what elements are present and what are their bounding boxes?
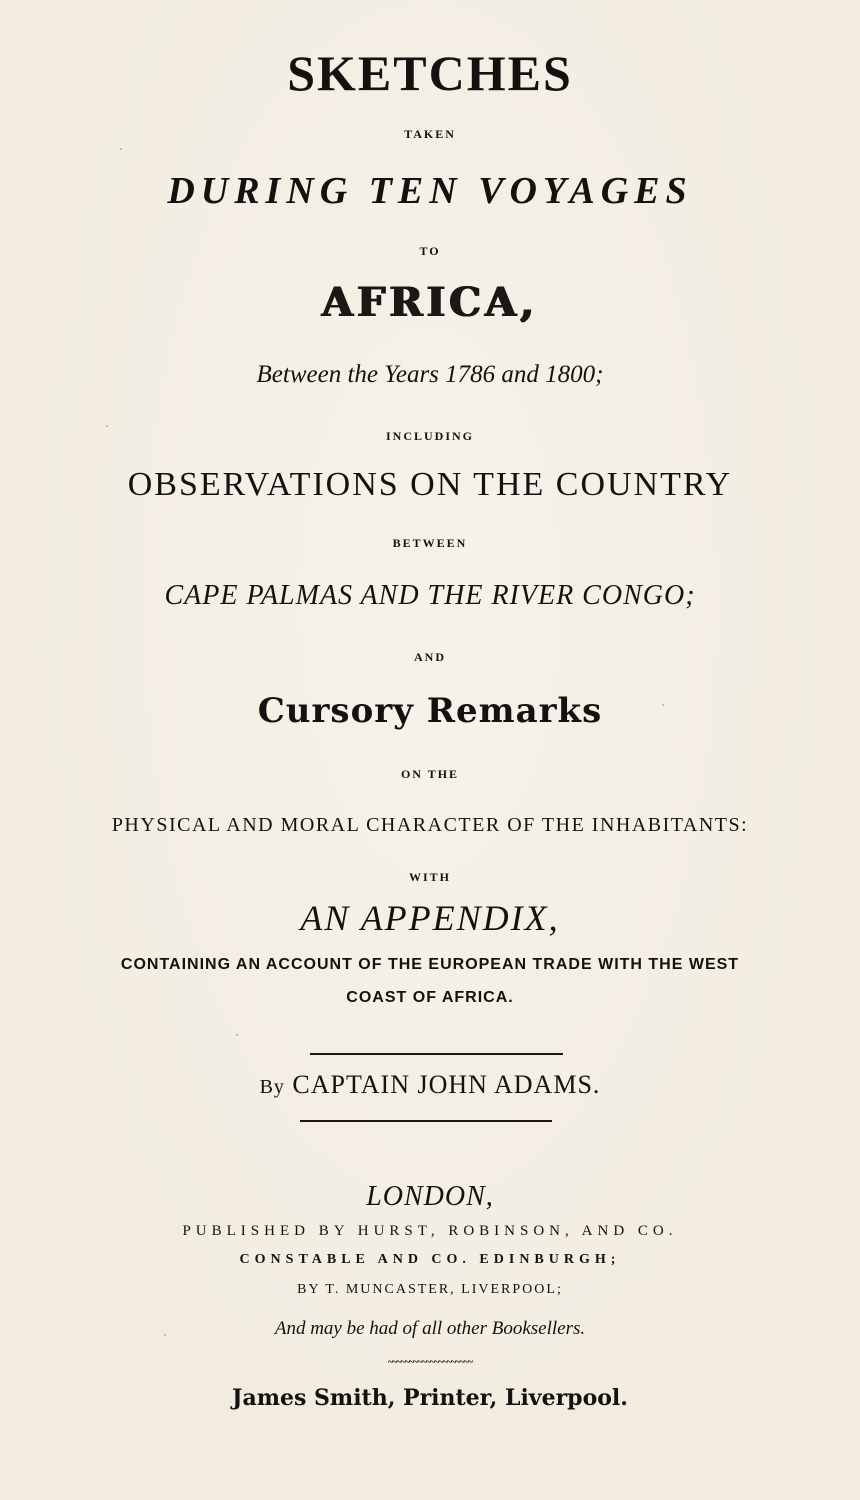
ornamental-divider: ~~~~~~~~~~~~~~~~~~~~: [387, 1357, 472, 1368]
including-label: INCLUDING: [385, 429, 474, 443]
paper-speck: [662, 704, 664, 706]
taken-label: TAKEN: [404, 127, 456, 141]
africa-heading: AFRICA,: [321, 279, 539, 326]
containing-line-2: COAST OF AFRICA.: [346, 989, 514, 1006]
book-title: SKETCHES: [287, 45, 573, 101]
paper-speck: [164, 1334, 166, 1336]
divider-rule-top: [310, 1053, 563, 1055]
to-label: TO: [419, 244, 441, 258]
imprint-muncaster: BY T. MUNCASTER, LIVERPOOL;: [297, 1282, 563, 1297]
with-label: WITH: [408, 870, 451, 884]
imprint-constable: CONSTABLE AND CO. EDINBURGH;: [239, 1252, 621, 1267]
observations-heading: OBSERVATIONS ON THE COUNTRY: [127, 466, 733, 503]
and-label: AND: [414, 650, 446, 664]
imprint-city: LONDON,: [366, 1181, 494, 1212]
containing-line-1: CONTAINING AN ACCOUNT OF THE EUROPEAN TRADE WITH THE WEST: [120, 956, 740, 973]
paper-speck: [236, 1034, 238, 1036]
imprint-publisher: PUBLISHED BY HURST, ROBINSON, AND CO.: [182, 1223, 678, 1239]
cursory-remarks-heading: Cursory Remarks: [257, 691, 603, 731]
author-name: CAPTAIN JOHN ADAMS.: [292, 1070, 601, 1099]
years-line: Between the Years 1786 and 1800;: [256, 361, 604, 388]
between-label: BETWEEN: [392, 536, 468, 550]
imprint-printer: James Smith, Printer, Liverpool.: [232, 1385, 628, 1411]
author-by: By: [259, 1076, 285, 1098]
imprint-booksellers: And may be had of all other Booksellers.: [274, 1318, 586, 1339]
on-the-label: ON THE: [400, 767, 460, 781]
physical-heading: PHYSICAL AND MORAL CHARACTER OF THE INHABITANTS:: [111, 814, 749, 836]
author-line: [0, 1072, 860, 1098]
appendix-heading: AN APPENDIX,: [300, 898, 560, 938]
cape-heading: CAPE PALMAS AND THE RIVER CONGO;: [164, 580, 696, 611]
divider-rule-bottom: [300, 1120, 552, 1122]
paper-speck: [120, 148, 122, 150]
paper-speck: [106, 425, 108, 427]
voyages-heading: DURING TEN VOYAGES: [167, 170, 693, 212]
